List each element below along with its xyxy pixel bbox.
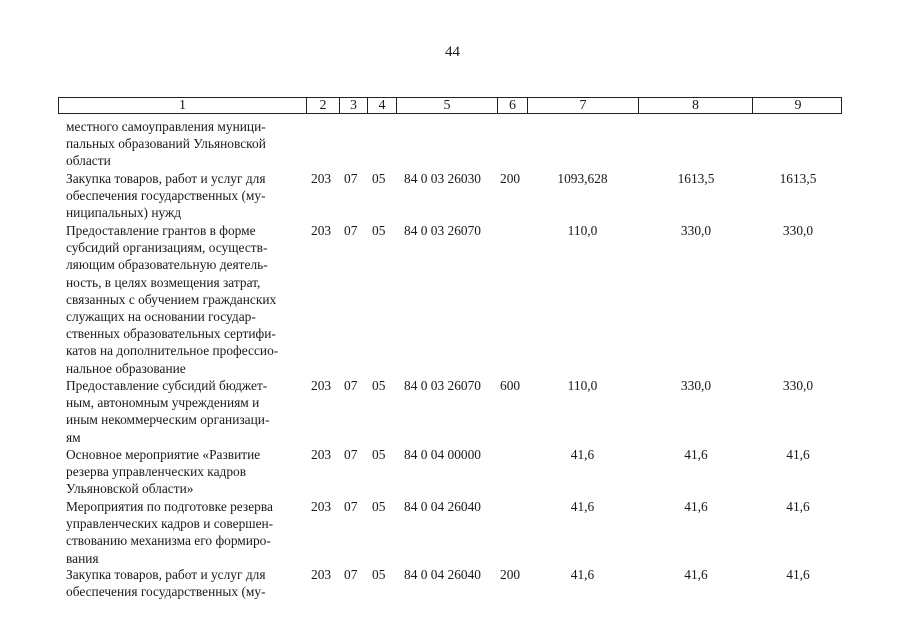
row-description: Предоставление грантов в форме субсидий организациям, осуществ- ляющим образовательную деятель- ность, в целях возмещения затрат, связанных с обучением гражданских служащих на основании государ- ственных образовательных сертифи- катов на дополнительное профессио- нальное образование <box>66 223 279 376</box>
page-number: 44 <box>445 44 460 60</box>
row-sum-9: 330,0 <box>782 378 814 393</box>
row-sum-9: 41,6 <box>786 499 810 514</box>
header-col-6: 6 <box>497 98 527 113</box>
row-rz: 203 <box>311 223 332 238</box>
table-header <box>58 97 842 114</box>
row-csr: 84 0 04 26040 <box>404 567 481 582</box>
row-csr: 84 0 03 26030 <box>404 171 481 186</box>
row-description: Основное мероприятие «Развитие резерва управленческих кадров Ульяновской области» <box>66 447 261 497</box>
row-csr: 84 0 04 26040 <box>404 499 481 514</box>
row-sum-8: 330,0 <box>680 378 712 393</box>
row-sum-8: 330,0 <box>680 223 712 238</box>
row-csr: 84 0 03 26070 <box>404 223 481 238</box>
row-sub: 05 <box>372 567 386 582</box>
row-description: Закупка товаров, работ и услуг для обеспечения государственных (му- ниципальных) нужд <box>66 171 266 221</box>
row-pr: 07 <box>344 171 358 186</box>
header-col-5: 5 <box>396 98 497 113</box>
row-sub: 05 <box>372 447 386 462</box>
header-col-3: 3 <box>339 98 367 113</box>
row-pr: 07 <box>344 378 358 393</box>
row-description: Мероприятия по подготовке резерва управленческих кадров и совершен- ствованию механизма его формиро- вания <box>66 499 274 566</box>
row-sum-9: 1613,5 <box>779 171 817 186</box>
header-col-9: 9 <box>752 98 843 113</box>
row-csr: 84 0 03 26070 <box>404 378 481 393</box>
row-sum-7: 110,0 <box>567 223 598 238</box>
row-sub: 05 <box>372 378 386 393</box>
row-pr: 07 <box>344 447 358 462</box>
row-sum-9: 41,6 <box>786 447 810 462</box>
row-sum-7: 110,0 <box>567 378 598 393</box>
row-sum-8: 1613,5 <box>677 171 715 186</box>
header-col-1: 1 <box>179 98 186 113</box>
row-csr: 84 0 04 00000 <box>404 447 481 462</box>
row-sum-7: 1093,628 <box>557 171 608 186</box>
row-description: местного самоуправления муници- пальных образований Ульяновской области <box>66 119 266 169</box>
row-sum-8: 41,6 <box>684 567 708 582</box>
row-sub: 05 <box>372 499 386 514</box>
row-description: Предоставление субсидий бюджет- ным, автономным учреждениям и иным некоммерческим организаци- ям <box>66 378 270 445</box>
row-rz: 203 <box>311 499 332 514</box>
row-sum-7: 41,6 <box>570 447 595 462</box>
header-col-8: 8 <box>638 98 752 113</box>
row-rz: 203 <box>311 378 332 393</box>
row-description: Закупка товаров, работ и услуг для обеспечения государственных (му- <box>66 567 266 600</box>
row-sum-9: 41,6 <box>786 567 810 582</box>
row-sum-8: 41,6 <box>684 447 708 462</box>
row-sum-7: 41,6 <box>570 499 595 514</box>
row-pr: 07 <box>344 567 358 582</box>
row-rz: 203 <box>311 567 332 582</box>
row-vr: 200 <box>500 171 521 186</box>
row-vr: 200 <box>500 567 521 582</box>
row-vr: 600 <box>500 378 521 393</box>
row-sum-9: 330,0 <box>782 223 814 238</box>
header-col-2: 2 <box>306 98 339 113</box>
row-rz: 203 <box>311 171 332 186</box>
row-sum-7: 41,6 <box>570 567 595 582</box>
row-pr: 07 <box>344 223 358 238</box>
header-col-4: 4 <box>367 98 396 113</box>
row-pr: 07 <box>344 499 358 514</box>
row-sub: 05 <box>372 171 386 186</box>
row-rz: 203 <box>311 447 332 462</box>
row-sub: 05 <box>372 223 386 238</box>
row-sum-8: 41,6 <box>684 499 708 514</box>
header-col-7: 7 <box>527 98 638 113</box>
